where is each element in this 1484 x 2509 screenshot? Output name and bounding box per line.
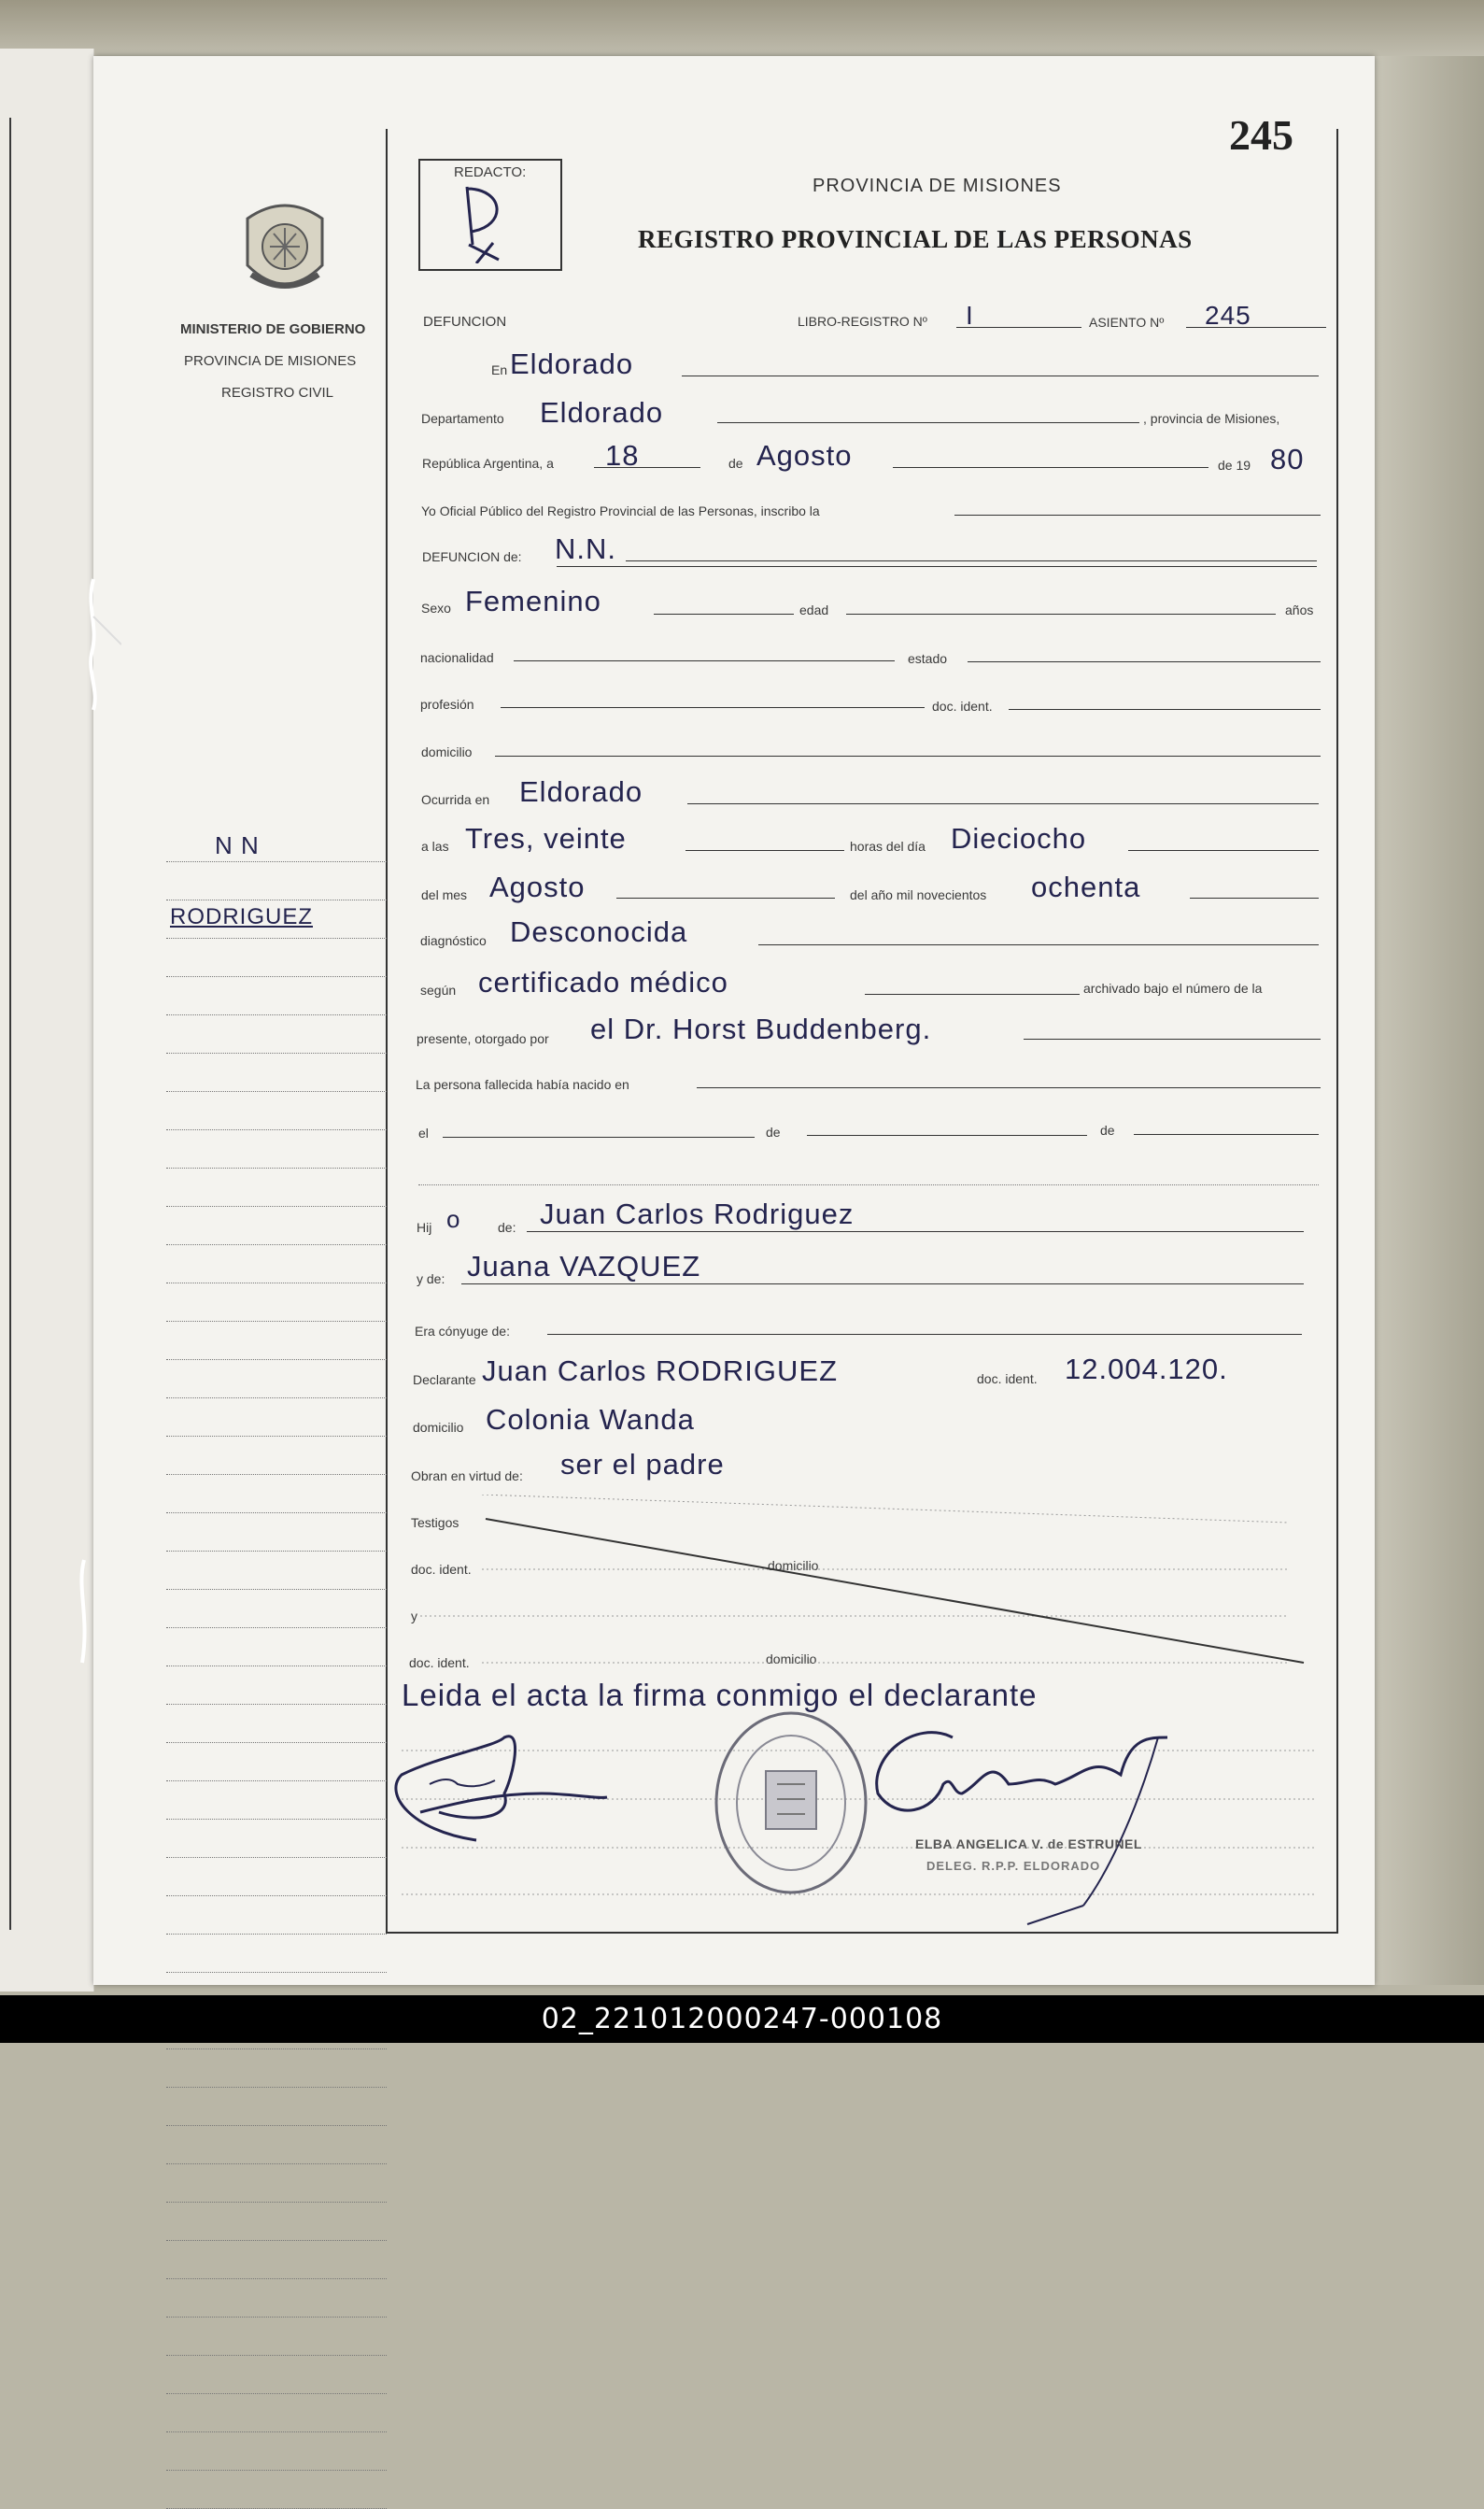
- conyuge-label: Era cónyuge de:: [415, 1324, 510, 1339]
- margin-dotted-line: [166, 2355, 387, 2356]
- del-ano-label: del año mil novecientos: [850, 887, 987, 902]
- margin-name: N N: [215, 831, 260, 859]
- padre-value: Juan Carlos Rodriguez: [540, 1198, 855, 1230]
- margin-dotted-line: [166, 1014, 387, 1015]
- t2-domicilio-label: domicilio: [766, 1651, 817, 1666]
- declarante-doc-label: doc. ident.: [977, 1371, 1038, 1386]
- provincial-emblem-icon: [238, 200, 332, 298]
- defuncion-label: DEFUNCION: [423, 314, 507, 330]
- libro-value: I: [966, 301, 974, 330]
- official-title: DELEG. R.P.P. ELDORADO: [926, 1859, 1101, 1873]
- margin-dotted-line: [166, 1359, 387, 1360]
- margin-dotted-line: [166, 1206, 387, 1207]
- asiento-label: ASIENTO Nº: [1089, 315, 1165, 330]
- image-caption: 02_221012000247-000108: [0, 1995, 1484, 2043]
- margin-dotted-line: [166, 1244, 387, 1245]
- margin-dotted-line: [166, 2317, 387, 2318]
- margin-dotted-line: [166, 1512, 387, 1513]
- binding-thread-icon: [65, 570, 121, 719]
- margin-dotted-line: [166, 1053, 387, 1054]
- margin-dotted-line: [166, 2048, 387, 2049]
- right-background: [1375, 56, 1484, 1985]
- ocurrida-label: Ocurrida en: [421, 792, 490, 807]
- binding-thread-icon: [65, 1551, 103, 1672]
- obran-label: Obran en virtud de:: [411, 1468, 523, 1483]
- t2-doc-label: doc. ident.: [409, 1655, 470, 1670]
- del-mes-value: Agosto: [489, 871, 586, 903]
- presente-label: presente, otorgado por: [417, 1031, 549, 1046]
- margin-dotted-line: [166, 1819, 387, 1820]
- decl-domicilio-label: domicilio: [413, 1420, 464, 1435]
- margin-dotted-line: [166, 1589, 387, 1590]
- margin-dotted-line: [166, 2393, 387, 2394]
- declarante-label: Declarante: [413, 1372, 476, 1387]
- margin-dotted-line: [166, 1397, 387, 1398]
- margin-dotted-line: [166, 2087, 387, 2088]
- horas-value: Dieciocho: [951, 822, 1087, 855]
- header-registry: REGISTRO PROVINCIAL DE LAS PERSONAS: [638, 225, 1193, 253]
- margin-dotted-line: [166, 2163, 387, 2164]
- ministry-label: MINISTERIO DE GOBIERNO: [180, 321, 366, 337]
- departamento-label: Departamento: [421, 411, 504, 426]
- a-las-label: a las: [421, 839, 449, 854]
- de2-label: de: [1100, 1123, 1115, 1138]
- provincia-label: , provincia de Misiones,: [1143, 411, 1280, 426]
- margin-dotted-line: [166, 861, 387, 862]
- margin-dotted-line: [166, 1436, 387, 1437]
- asiento-value: 245: [1205, 301, 1251, 330]
- margin-dotted-line: [166, 2125, 387, 2126]
- margin-dotted-line: [166, 1627, 387, 1628]
- el-label: el: [418, 1126, 429, 1141]
- declarant-signature-icon: [383, 1719, 616, 1859]
- margin-dotted-line: [166, 1129, 387, 1130]
- y-label: y: [411, 1609, 417, 1623]
- left-province-label: PROVINCIA DE MISIONES: [184, 353, 357, 369]
- sexo-value: Femenino: [465, 585, 601, 617]
- margin-dotted-line: [166, 1704, 387, 1705]
- redacto-box: [418, 159, 562, 271]
- departamento-value: Eldorado: [540, 396, 664, 429]
- month-value: Agosto: [756, 439, 853, 472]
- margin-dotted-line: [166, 976, 387, 977]
- official-signature-icon: [841, 1719, 1233, 1934]
- closing-text: Leida el acta la firma conmigo el declarante: [402, 1678, 1038, 1712]
- defuncion-de-value: N.N.: [555, 532, 616, 565]
- hij-value: o: [446, 1205, 461, 1233]
- segun-label: según: [420, 983, 457, 998]
- margin-dotted-line: [166, 2202, 387, 2203]
- doc-ident-label: doc. ident.: [932, 699, 993, 714]
- madre-value: Juana VAZQUEZ: [467, 1250, 701, 1283]
- hij-label: Hij: [417, 1220, 432, 1235]
- republica-label: República Argentina, a: [422, 456, 554, 471]
- margin-dotted-line: [166, 1934, 387, 1935]
- margin-dotted-line: [166, 1321, 387, 1322]
- page-number: 245: [1229, 111, 1293, 159]
- sexo-label: Sexo: [421, 601, 451, 616]
- archivado-label: archivado bajo el número de la: [1083, 981, 1263, 996]
- margin-dotted-line: [166, 1780, 387, 1781]
- de1-label: de: [766, 1125, 781, 1140]
- edad-label: edad: [799, 602, 829, 617]
- en-value: Eldorado: [510, 347, 634, 380]
- nacionalidad-label: nacionalidad: [420, 650, 494, 665]
- del-mes-label: del mes: [421, 887, 468, 902]
- declarante-doc-value: 12.004.120.: [1065, 1353, 1228, 1385]
- margin-dotted-line: [166, 1742, 387, 1743]
- declarante-value: Juan Carlos RODRIGUEZ: [482, 1354, 839, 1387]
- t1-domicilio-label: domicilio: [768, 1558, 819, 1573]
- margin-dotted-line: [166, 938, 387, 939]
- segun-value: certificado médico: [478, 966, 728, 999]
- profesion-label: profesión: [420, 697, 474, 712]
- margin-dotted-line: [166, 2278, 387, 2279]
- en-label: En: [491, 362, 508, 377]
- nacido-label: La persona fallecida había nacido en: [416, 1077, 629, 1092]
- libro-label: LIBRO-REGISTRO Nº: [798, 314, 927, 329]
- t1-doc-label: doc. ident.: [411, 1562, 472, 1577]
- obran-value: ser el padre: [560, 1448, 725, 1481]
- margin-dotted-line: [166, 1091, 387, 1092]
- margin-dotted-line: [166, 2240, 387, 2241]
- margin-dotted-line: [166, 1895, 387, 1896]
- diagnostico-label: diagnóstico: [420, 933, 487, 948]
- diagnostico-value: Desconocida: [510, 915, 688, 948]
- margin-name: RODRIGUEZ: [170, 904, 313, 929]
- margin-dotted-line: [166, 2431, 387, 2432]
- y-de-label: y de:: [417, 1271, 445, 1286]
- left-page-edge: [0, 49, 94, 1992]
- official-name: ELBA ANGELICA V. de ESTRUNEL: [915, 1836, 1142, 1851]
- redacto-initial-icon: [448, 179, 523, 263]
- hij-de-label: de:: [498, 1220, 516, 1235]
- de-label: de: [728, 456, 743, 471]
- margin-dotted-line: [166, 2470, 387, 2471]
- domicilio-label: domicilio: [421, 744, 473, 759]
- horas-label: horas del día: [850, 839, 926, 854]
- defuncion-de-label: DEFUNCION de:: [422, 549, 522, 564]
- yo-oficial-text: Yo Oficial Público del Registro Provincial de las Personas, inscribo la: [421, 503, 820, 518]
- testigos-strike-line: [392, 1495, 1336, 1681]
- a-las-value: Tres, veinte: [465, 822, 627, 855]
- redacto-label: REDACTO:: [454, 164, 527, 180]
- margin-dotted-line: [166, 1474, 387, 1475]
- presente-value: el Dr. Horst Buddenberg.: [590, 1013, 932, 1045]
- decl-domicilio-value: Colonia Wanda: [486, 1403, 695, 1436]
- anos-label: años: [1285, 602, 1314, 617]
- year-value: 80: [1270, 443, 1305, 475]
- day-value: 18: [605, 439, 640, 472]
- del-ano-value: ochenta: [1031, 871, 1141, 903]
- margin-dotted-line: [166, 1857, 387, 1858]
- ocurrida-value: Eldorado: [519, 775, 643, 808]
- civil-registry-label: REGISTRO CIVIL: [221, 385, 334, 401]
- estado-label: estado: [908, 651, 948, 666]
- margin-dotted-line: [166, 1551, 387, 1552]
- margin-dotted-line: [166, 1168, 387, 1169]
- de-19-label: de 19: [1218, 458, 1251, 473]
- header-province: PROVINCIA DE MISIONES: [813, 176, 1062, 196]
- margin-dotted-line: [166, 1972, 387, 1973]
- testigos-label: Testigos: [411, 1515, 459, 1530]
